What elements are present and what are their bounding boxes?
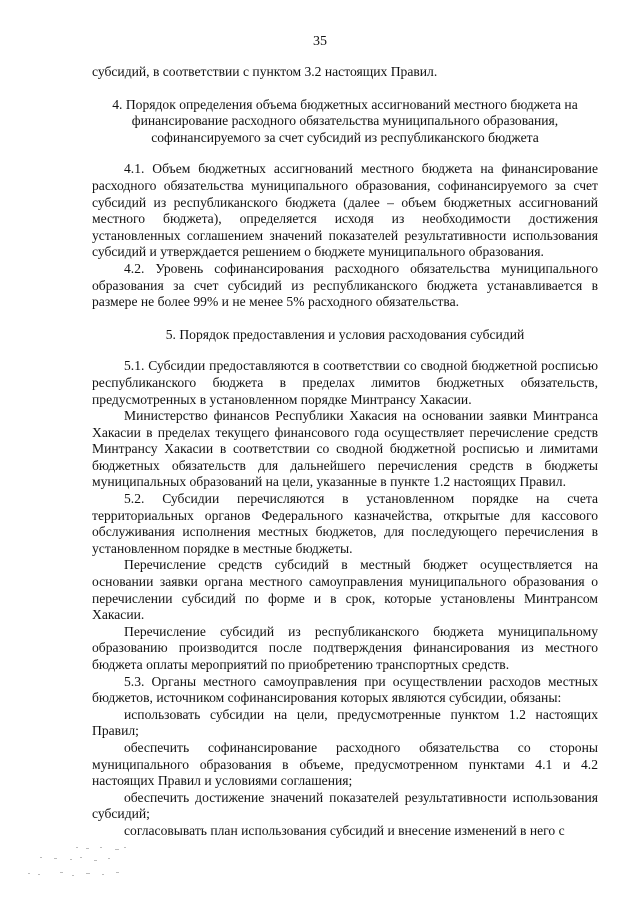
- section-heading-4: 4. Порядок определения объема бюджетных ассигнований местного бюджета на финансирование расходного обязательства муниципального образования, софинансируемого за счет субсидий из республиканского бюджета: [112, 96, 578, 145]
- paragraph-transfer-condition: Перечисление субсидий из республиканского бюджета муниципальному образованию производится после подтверждения финансирования из местного бюджета оплаты мероприятий по приобретению транспортных средств.: [92, 623, 598, 672]
- document-body: [92, 64, 598, 840]
- scan-noise-marks: [20, 845, 140, 885]
- list-item-agree-plan: согласовывать план использования субсидий и внесение изменений в него с: [124, 822, 565, 838]
- section-heading-5: 5. Порядок предоставления и условия расходования субсидий: [165, 326, 525, 342]
- paragraph-continuation: субсидий, в соответствии с пунктом 3.2 настоящих Правил.: [92, 64, 438, 79]
- paragraph-5-1: 5.1. Субсидии предоставляются в соответствии со сводной бюджетной росписью республиканского бюджета в пределах лимитов бюджетных обязательств, предусмотренных в установленном порядке Минтрансу Хакасии.: [92, 358, 598, 407]
- paragraph-transfer-basis: Перечисление средств субсидий в местный бюджет осуществляется на основании заявки органа местного самоуправления муниципального образования о перечислении субсидий по форме и в срок, которые установлены Минтрансом Хакасии.: [92, 557, 598, 623]
- paragraph-5-3: 5.3. Органы местного самоуправления при осуществлении расходов местных бюджетов, источником софинансирования которых являются субсидии, обязаны:: [92, 673, 598, 706]
- paragraph-ministry-finance: Министерство финансов Республики Хакасия на основании заявки Минтранса Хакасии в пределах текущего финансового года осуществляет перечисление средств Минтрансу Хакасии в соответствии со сводной бюджетной росписью и лимитами бюджетных обязательств для дальнейшего перечисления средств в бюджеты муниципальных образований на цели, указанные в пункте 1.2 настоящих Правил.: [92, 408, 598, 490]
- list-item-achievement: обеспечить достижение значений показателей результативности использования субсидий;: [92, 789, 598, 822]
- paragraph-4-2: 4.2. Уровень софинансирования расходного обязательства муниципального образования за счет субсидий из республиканского бюджета устанавливается в размере не более 99% и не менее 5% расходного обязательства.: [92, 260, 598, 310]
- list-item-use-subsidies: использовать субсидии на цели, предусмотренные пунктом 1.2 настоящих Правил;: [92, 706, 598, 739]
- page-number: 35: [313, 34, 327, 49]
- list-item-cofinancing: обеспечить софинансирование расходного обязательства со стороны муниципального образования в объеме, предусмотренном пунктами 4.1 и 4.2 настоящих Правил и условиями соглашения;: [92, 739, 598, 789]
- paragraph-5-2: 5.2. Субсидии перечисляются в установленном порядке на счета территориальных органов Федерального казначейства, открытые для кассового обслуживания исполнения местных бюджетов, для последующего перечисления в установленном порядке в местные бюджеты.: [92, 491, 598, 556]
- paragraph-4-1: 4.1. Объем бюджетных ассигнований местного бюджета на финансирование расходного обязательства муниципального образования, софинансируемого за счет субсидий из республиканского бюджета (далее – объем бюджетных ассигнований местного бюджета), определяется исходя из необходимости достижения установленных соглашением значений показателей результативности использования субсидий и утверждается решением о бюджете муниципального образования.: [92, 161, 598, 260]
